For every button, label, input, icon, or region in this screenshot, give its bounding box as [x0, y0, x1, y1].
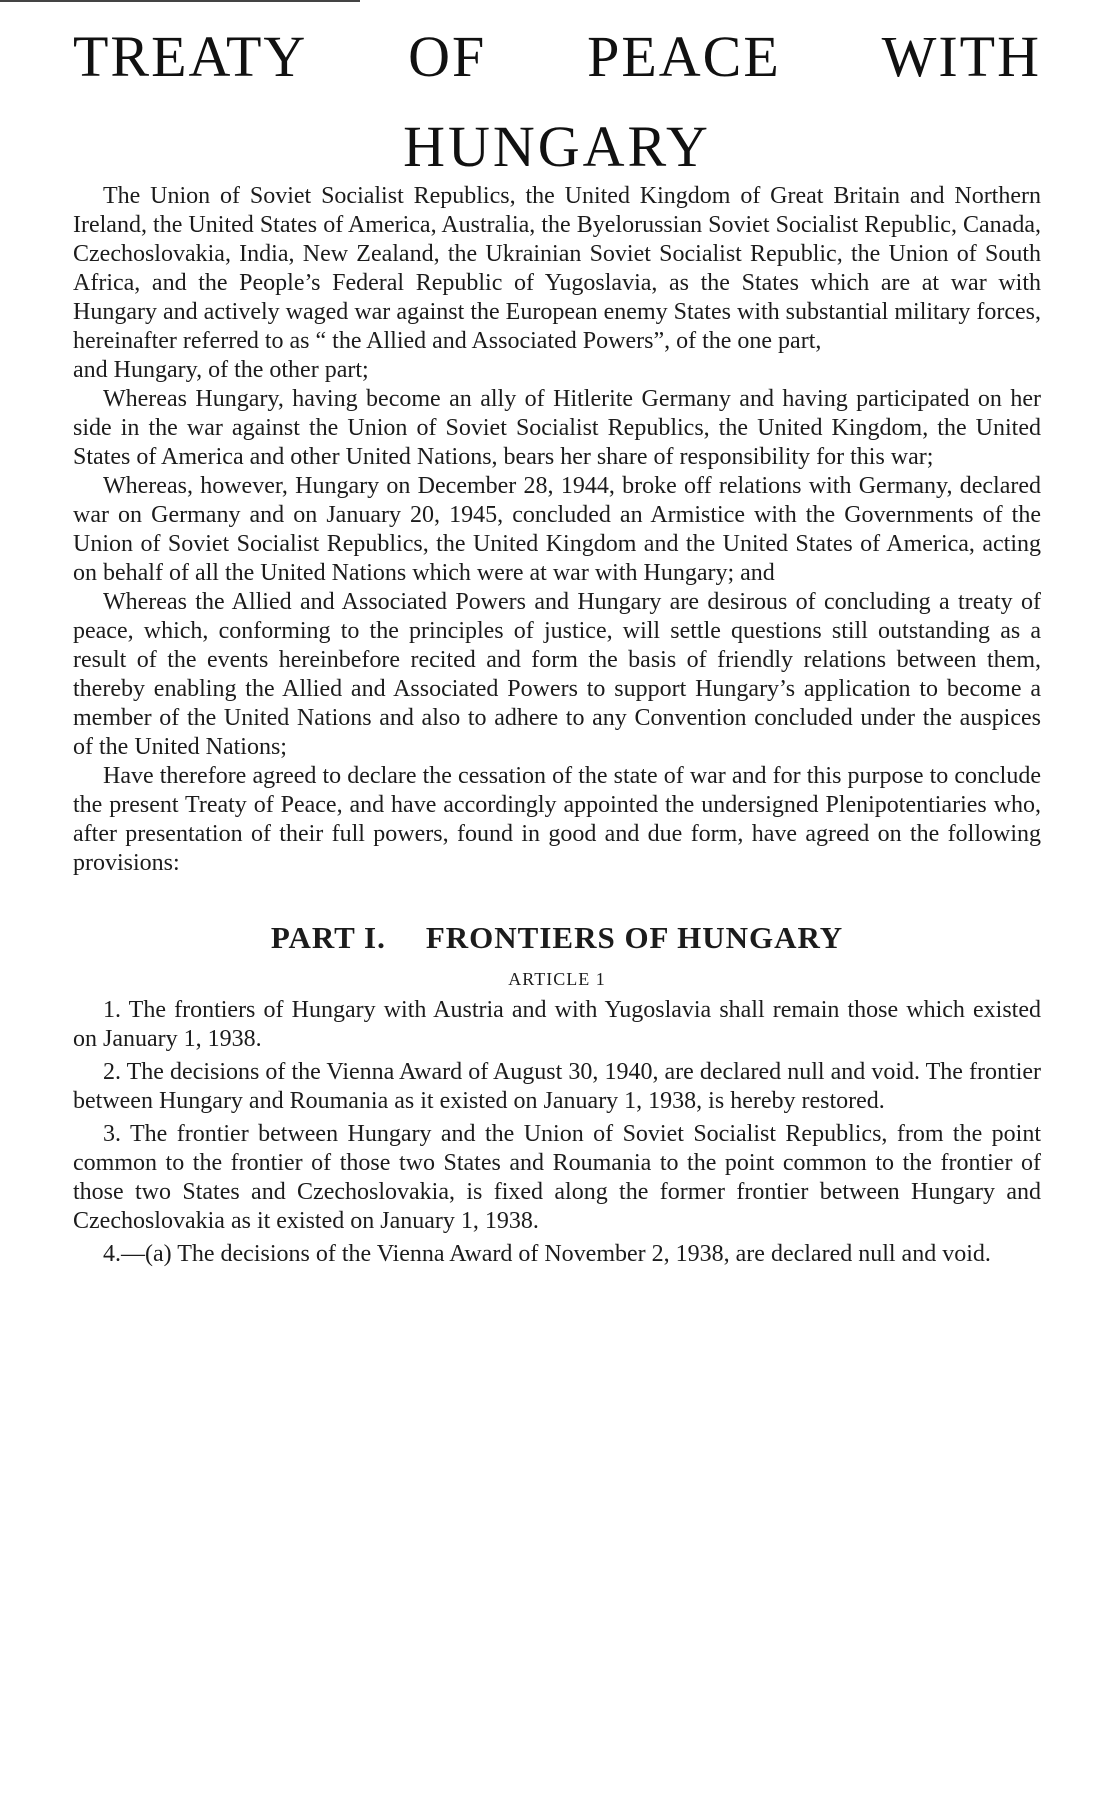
title-line-2: HUNGARY: [403, 114, 711, 179]
whereas-paragraph-2: Whereas, however, Hungary on December 28, 1944, broke off relations with Germany, declared war on Germany and on January 20, 1945, concluded an Armistice with the Governments of the Union of Soviet Socialist Republics, the United Kingdom and the United States of America, acting on behalf of all the United Nations which were at war with Hungary; and: [73, 473, 1041, 586]
title-word-treaty: TREATY: [73, 24, 308, 89]
part-title: FRONTIERS OF HUNGARY: [425, 920, 844, 955]
title-word-peace: PEACE: [587, 24, 781, 89]
article-paragraph-1: 1. The frontiers of Hungary with Austria and with Yugoslavia shall remain those which existed on January 1, 1938.: [73, 997, 1041, 1052]
top-rule: [0, 0, 360, 2]
preamble-parties: The Union of Soviet Socialist Republics, the United Kingdom of Great Britain and Northern Ireland, the United States of America, Australia, the Byelorussian Soviet Socialist Republic, Canada, Czechoslovakia, India, New Zealand, the Ukrainian Soviet Socialist Republic, the Union of South Africa, and the People’s Federal Republic of Yugoslavia, as the States which are at war with Hungary and actively waged war against the European enemy States with substantial military forces, hereinafter referred to as “ the Allied and Associated Powers”, of the one part,: [73, 183, 1041, 354]
title-line-1: [73, 22, 1041, 92]
whereas-paragraph-1: Whereas Hungary, having become an ally of Hitlerite Germany and having participated on her side in the war against the Union of Soviet Socialist Republics, the United Kingdom, the United States of America and other United Nations, bears her share of responsibility for this war;: [73, 386, 1041, 470]
part-number: PART I.: [270, 920, 386, 955]
article-paragraph-4: 4.—(a) The decisions of the Vienna Award of November 2, 1938, are declared null and void.: [103, 1241, 991, 1267]
article-heading: ARTICLE 1: [508, 969, 606, 989]
agreement-paragraph: Have therefore agreed to declare the cessation of the state of war and for this purpose to conclude the present Treaty of Peace, and have accordingly appointed the undersigned Plenipotentiaries who, after presentation of their full powers, found in good and due form, have agreed on the following provisions:: [73, 763, 1041, 876]
document-page: [73, 22, 1041, 1269]
part-heading: [73, 918, 1041, 958]
article-paragraph-2: 2. The decisions of the Vienna Award of August 30, 1940, are declared null and void. The frontier between Hungary and Roumania as it existed on January 1, 1938, is hereby restored.: [73, 1059, 1041, 1114]
whereas-paragraph-3: Whereas the Allied and Associated Powers and Hungary are desirous of concluding a treaty of peace, which, conforming to the principles of justice, will settle questions still outstanding as a result of the events hereinbefore recited and form the basis of friendly relations between them, thereby enabling the Allied and Associated Powers to support Hungary’s application to become a member of the United Nations and also to adhere to any Convention concluded under the auspices of the United Nations;: [73, 589, 1041, 760]
title-word-of: OF: [408, 24, 487, 89]
preamble-other-part: and Hungary, of the other part;: [73, 357, 369, 383]
title-word-with: WITH: [881, 24, 1041, 89]
article-paragraph-3: 3. The frontier between Hungary and the Union of Soviet Socialist Republics, from the point common to the frontier of those two States and Roumania to the point common to the frontier of those two States and Czechoslovakia, is fixed along the former frontier between Hungary and Czechoslovakia as it existed on January 1, 1938.: [73, 1121, 1041, 1234]
